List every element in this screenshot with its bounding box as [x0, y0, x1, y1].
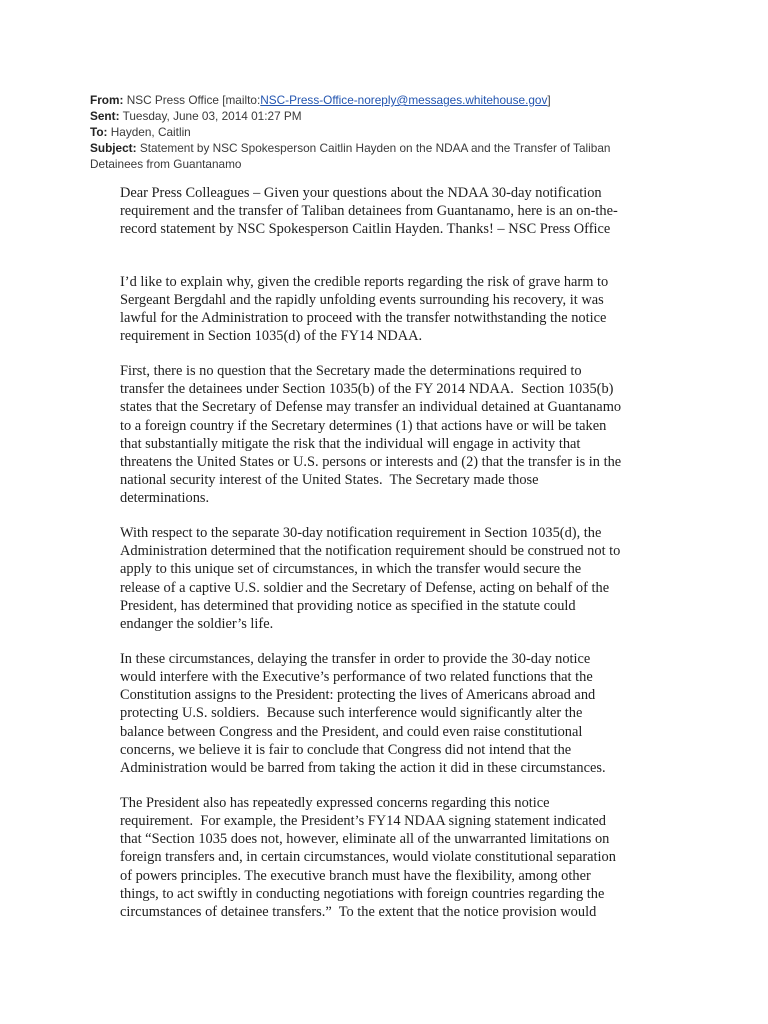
text-line: Administration would be barred from taking the action it did in these circumstances.: [120, 759, 606, 776]
from-line: [90, 92, 610, 108]
to-label: To:: [90, 125, 108, 139]
text-line: First, there is no question that the Secretary made the determinations required to: [120, 362, 582, 379]
subject-value-continued: Detainees from Guantanamo: [90, 157, 242, 171]
to-line: [90, 124, 610, 140]
text-line: I’d like to explain why, given the credible reports regarding the risk of grave harm to: [120, 273, 609, 290]
text-line: Constitution assigns to the President: protecting the lives of Americans abroad and: [120, 687, 596, 704]
email-header: [90, 92, 610, 172]
text-line: that “Section 1035 does not, however, eliminate all of the unwarranted limitations on: [120, 831, 610, 848]
text-line: requirement. For example, the President’s FY14 NDAA signing statement indicated: [120, 812, 606, 829]
text-line: threatens the United States or U.S. persons or interests and (2) that the transfer is in the: [120, 453, 622, 470]
paragraph-determinations: [120, 362, 740, 508]
text-line: that substantially mitigate the risk that the individual will engage in activity that: [120, 435, 581, 452]
text-line: national security interest of the United States. The Secretary made those: [120, 472, 539, 489]
paragraph-president-concerns: [120, 794, 740, 921]
text-line: things, to act swiftly in conducting negotiations with foreign countries regarding the: [120, 885, 605, 902]
text-line: release of a captive U.S. soldier and the Secretary of Defense, acting on behalf of the: [120, 579, 610, 596]
mailto-open: [mailto:: [222, 93, 261, 107]
subject-label: Subject:: [90, 141, 137, 155]
text-line: foreign transfers and, in certain circumstances, would violate constitutional separation: [120, 849, 616, 866]
text-line: transfer the detainees under Section 1035(b) of the FY 2014 NDAA. Section 1035(b): [120, 381, 614, 398]
subject-value: Statement by NSC Spokesperson Caitlin Hayden on the NDAA and the Transfer of Taliban: [139, 141, 611, 155]
text-line: endanger the soldier’s life.: [120, 616, 274, 633]
sender-email-link[interactable]: NSC-Press-Office-noreply@messages.whitehouse.gov: [260, 93, 548, 107]
text-line: apply to this unique set of circumstances, in which the transfer would secure the: [120, 561, 582, 578]
text-line: In these circumstances, delaying the transfer in order to provide the 30-day notice: [120, 650, 591, 667]
text-line: President, has determined that providing notice as specified in the statute could: [120, 597, 576, 614]
text-line: balance between Congress and the President, and could even raise constitutional: [120, 723, 583, 740]
text-line: determinations.: [120, 490, 210, 507]
text-line: Administration determined that the notification requirement should be construed not to: [120, 543, 621, 560]
text-line: circumstances of detainee transfers.” To the extent that the notice provision would: [120, 903, 597, 920]
text-line: The President also has repeatedly expressed concerns regarding this notice: [120, 794, 550, 811]
message-body: [120, 184, 740, 938]
paragraph-explanation: [120, 273, 740, 346]
mailto-close: ]: [547, 93, 551, 107]
text-line: to a foreign country if the Secretary determines (1) that actions have or will be taken: [120, 417, 607, 434]
from-label: From:: [90, 93, 124, 107]
text-line: would interfere with the Executive’s performance of two related functions that the: [120, 668, 593, 685]
text-line: states that the Secretary of Defense may transfer an individual detained at Guantanamo: [120, 399, 622, 416]
text-line: record statement by NSC Spokesperson Caitlin Hayden. Thanks! – NSC Press Office: [120, 221, 611, 238]
text-line: With respect to the separate 30-day notification requirement in Section 1035(d), the: [120, 525, 602, 542]
subject-line: [90, 140, 610, 156]
text-line: of powers principles. The executive branch must have the flexibility, among other: [120, 867, 591, 884]
paragraph-intro: [120, 184, 740, 239]
text-line: protecting U.S. soldiers. Because such interference would significantly alter the: [120, 705, 583, 722]
paragraph-notification-requirement: [120, 524, 740, 633]
text-line: requirement and the transfer of Taliban detainees from Guantanamo, here is an on-the-: [120, 203, 618, 220]
text-line: Sergeant Bergdahl and the rapidly unfolding events surrounding his recovery, it was: [120, 291, 604, 308]
from-sender: NSC Press Office: [126, 93, 219, 107]
sent-value: Tuesday, June 03, 2014 01:27 PM: [122, 109, 302, 123]
text-line: lawful for the Administration to proceed with the transfer notwithstanding the notice: [120, 310, 607, 327]
sent-line: [90, 108, 610, 124]
text-line: concerns, we believe it is fair to conclude that Congress did not intend that the: [120, 741, 572, 758]
sent-label: Sent:: [90, 109, 120, 123]
to-value: Hayden, Caitlin: [110, 125, 191, 139]
text-line: Dear Press Colleagues – Given your questions about the NDAA 30-day notification: [120, 185, 602, 201]
paragraph-circumstances: [120, 650, 740, 777]
text-line: requirement in Section 1035(d) of the FY14 NDAA.: [120, 328, 423, 345]
subject-line-continued: [90, 156, 610, 172]
